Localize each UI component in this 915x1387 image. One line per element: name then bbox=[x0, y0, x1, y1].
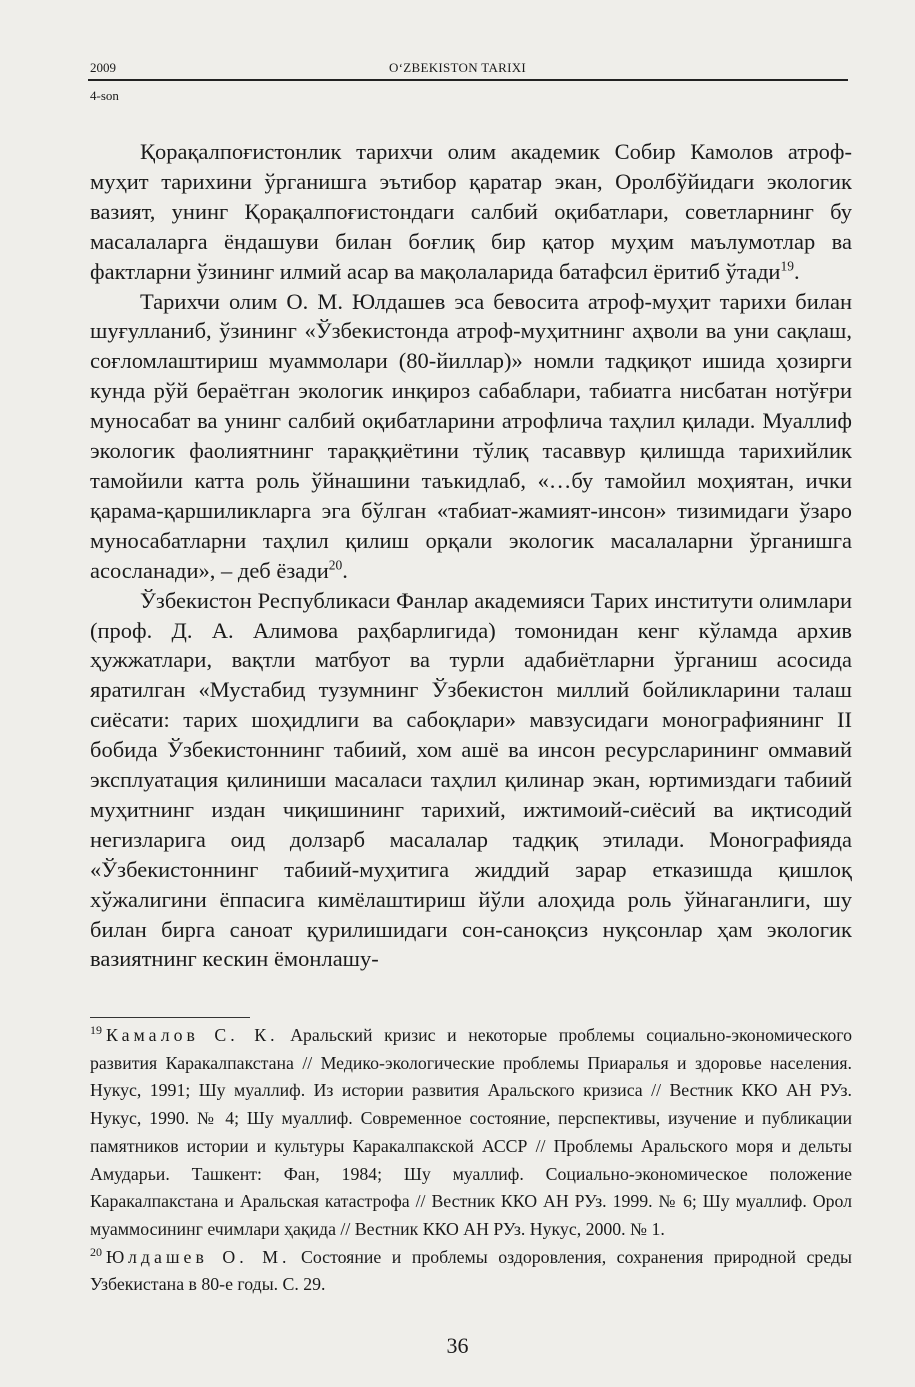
footnote-text: Состояние и проблемы оздоровления, сохранения природной среды Узбекистана в 80-е годы. С. 29. bbox=[90, 1246, 852, 1295]
paragraph bbox=[90, 137, 852, 287]
header-issue: 4-son bbox=[90, 88, 119, 103]
paragraph bbox=[90, 287, 852, 586]
page-number: 36 bbox=[446, 1333, 469, 1358]
footnote-author: Юлдашев О. М. bbox=[106, 1246, 291, 1267]
paragraph-text: Қорақалпоғистонлик тарихчи олим академик Собир Камолов атроф-муҳит тарихини ўрганишга эътибор қаратар экан, Оролбўйидаги экологик вазият, унинг Қорақалпоғистондаги салбий оқибатлари, советларнинг бу масалаларга ёндашуви билан боғлиқ бир қатор муҳим маълумотлар ва фактларни ўзининг илмий асар ва мақолаларида батафсил ёритиб ўтади bbox=[90, 139, 852, 284]
footnote bbox=[90, 1244, 852, 1299]
header-rule bbox=[88, 79, 848, 81]
footnote-number: 19 bbox=[90, 1023, 102, 1038]
footnote bbox=[90, 1022, 852, 1244]
header-journal-title: O‘ZBEKISTON TARIXI bbox=[388, 60, 527, 75]
footnote-text: Аральский кризис и некоторые проблемы социально-экономического развития Каракалпакстана // Медико-экологические проблемы Приаралья и здоровье населения. Нукус, 1991; Шу муаллиф. Из истории развития Аральского кризиса // Вестник ККО АН РУз. Нукус, 1990. № 4; Шу муаллиф. Современное состояние, перспективы, изучение и публикации памятников истории и культуры Каракалпакской АССР // Проблемы Аральского моря и дельты Амударьи. Ташкент: Фан, 1984; Шу муаллиф. Социально-экономическое положение Каракалпакстана и Аральская катастрофа // Вестник ККО АН РУз. 1999. № 6; Шу муаллиф. Орол муаммосининг ечимлари ҳақида // Вестник ККО АН РУз. Нукус, 2000. № 1. bbox=[90, 1025, 853, 1239]
footnote-separator bbox=[90, 1017, 250, 1018]
header-year: 2009 bbox=[90, 60, 116, 75]
paragraph-text: Ўзбекистон Республикаси Фанлар академияси Тарих институти олимлари (проф. Д. А. Алимова раҳбарлигида) томонидан кенг кўламда архив ҳужжатлари, вақтли матбуот ва турли адабиётларни ўрганиш асосида яратилган «Мустабид тузумнинг Ўзбекистон миллий бойликларини талаш сиёсати: тарих шоҳидлиги ва сабоқлари» мавзусидаги монографиянинг II бобида Ўзбекистоннинг табиий, хом ашё ва инсон ресурсларининг оммавий эксплуатация қилиниши масаласи таҳлил қилинар экан, юртимиздаги табиий муҳитнинг издан чиқишининг тарихий, ижтимоий-сиёсий ва иқтисодий негизларига оид долзарб масалалар тадқиқ этилади. Монографияда «Ўзбекистоннинг табиий-муҳитига жиддий зарар етказишда қишлоқ хўжалигини ёппасига кимёлаштириш йўли алоҳида роль ўйнаганлиги, шу билан бирга саноат қурилишидаги сон-саноқсиз нуқсонлар ҳам экологик вазиятнинг кескин ёмонлашу- bbox=[90, 587, 852, 972]
footnote-ref: 20 bbox=[328, 557, 343, 573]
footnote-number: 20 bbox=[90, 1244, 102, 1259]
footnote-author: Камалов С. К. bbox=[106, 1025, 279, 1045]
paragraph-tail: . bbox=[793, 258, 800, 284]
footnote-ref: 19 bbox=[780, 258, 794, 274]
paragraph bbox=[90, 586, 852, 975]
paragraph-text: Тарихчи олим О. М. Юлдашев эса бевосита атроф-муҳит тарихи билан шуғулланиб, ўзининг «Ўзбекистонда атроф-муҳитнинг аҳволи ва уни сақлаш, соғломлаштириш муаммолари (80-йиллар)» номли тадқиқот ишида ҳозирги кунда рўй бераётган экологик инқироз сабаблари, табиатга нисбатан нотўғри муносабат ва унинг салбий оқибатларини атрофлича таҳлил қилади. Муаллиф экологик фаолиятнинг тараққиётини тўлиқ тасаввур қилишда тарихийлик тамойили катта роль ўйнашини таъкидлаб, «…бу тамойил моҳиятан, ички қарама-қаршиликларга эга бўлган «табиат-жамият-инсон» тизимидаги ўзаро муносабатларни таҳлил қилиш орқали экологик масалаларни ўрганишга асосланади», – деб ёзади bbox=[90, 288, 852, 583]
footnotes bbox=[90, 1022, 852, 1299]
body-text bbox=[90, 137, 852, 974]
paragraph-tail: . bbox=[342, 557, 348, 583]
